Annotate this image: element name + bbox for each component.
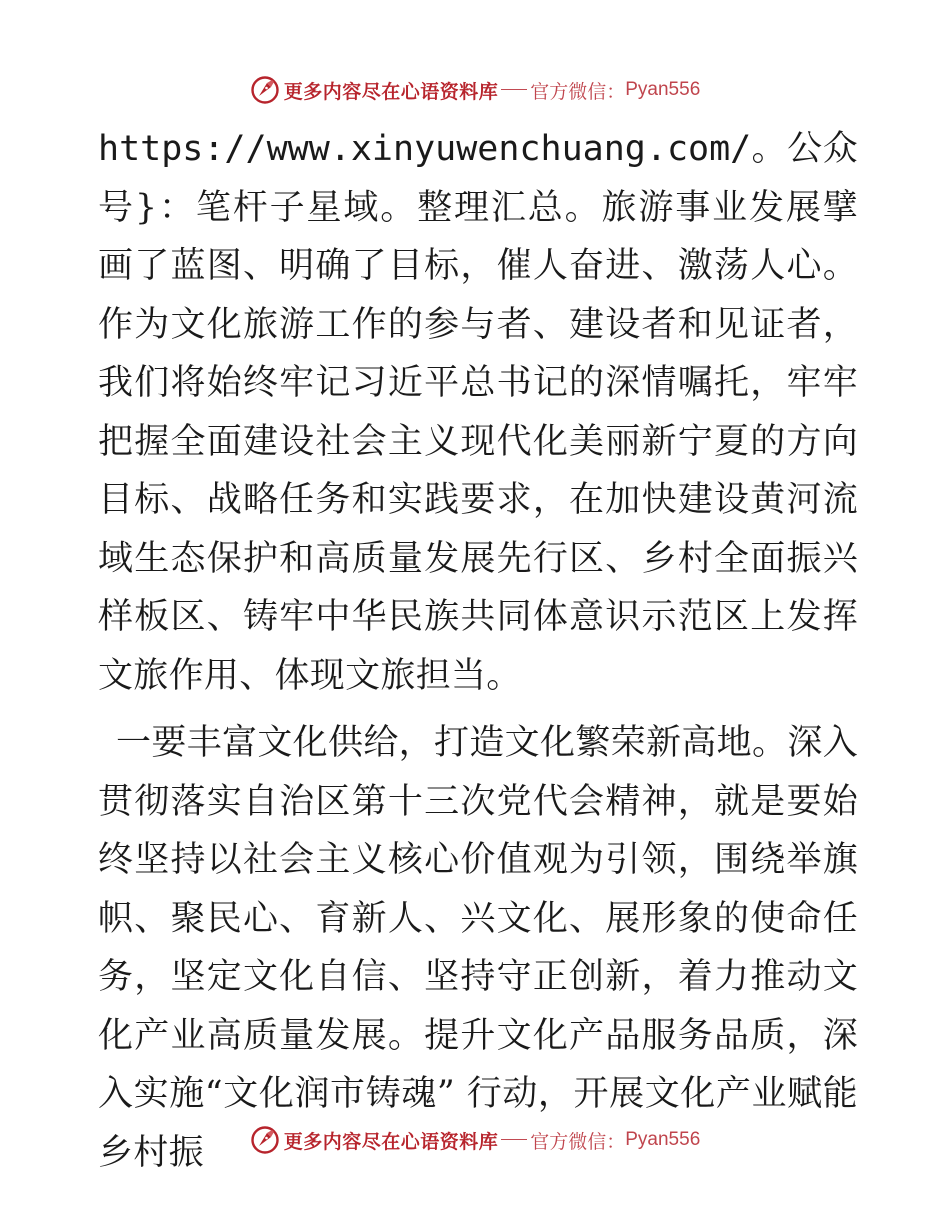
banner-site-text: 更多内容尽在心语资料库 (283, 1130, 499, 1153)
banner-site-text: 更多内容尽在心语资料库 (283, 80, 499, 103)
paragraph-1-text: 。公众号}：笔杆子星域。整理汇总。旅游事业发展擘画了蓝图、明确了目标，催人奋进、激荡人心。作为文化旅游工作的参与者、建设者和见证者，我们将始终牢记习近平总书记的深情嘱托，牢牢把握全面建设社会主义现代化美丽新宁夏的方向目标、战略任务和实践要求，在加快建设黄河流域生态保护和高质量发展先行区、乡村全面振兴样板区、铸牢中华民族共同体意识示范区上发挥文旅作用、体现文旅担当。 (98, 129, 858, 696)
paragraph-2: 一要丰富文化供给，打造文化繁荣新高地。深入贯彻落实自治区第十三次党代会精神，就是要始终坚持以社会主义核心价值观为引领，围绕举旗帜、聚民心、育新人、兴文化、展形象的使命任务，坚定文化自信、坚持守正创新，着力推动文化产业高质量发展。提升文化产品服务品质，深入实施“文化润市铸魂” 行动，开展文化产业赋能乡村振 (98, 723, 858, 1173)
header-banner (0, 70, 950, 110)
pen-nib-logo-icon (250, 1125, 280, 1155)
banner-wechat-id: Pyan556 (625, 79, 701, 100)
document-body (98, 120, 858, 1182)
footer-banner (0, 1120, 950, 1160)
pen-nib-logo-icon (250, 75, 280, 105)
banner-wechat-id: Pyan556 (625, 1129, 701, 1150)
source-url: https://www.xinyuwenchuang.com/ (98, 129, 752, 169)
banner-dash-divider (501, 1139, 527, 1140)
banner-wechat-label: 官方微信： (530, 80, 626, 103)
banner-wechat-label: 官方微信： (530, 1130, 626, 1153)
banner-dash-divider (501, 89, 527, 90)
paragraph-1 (98, 120, 858, 705)
